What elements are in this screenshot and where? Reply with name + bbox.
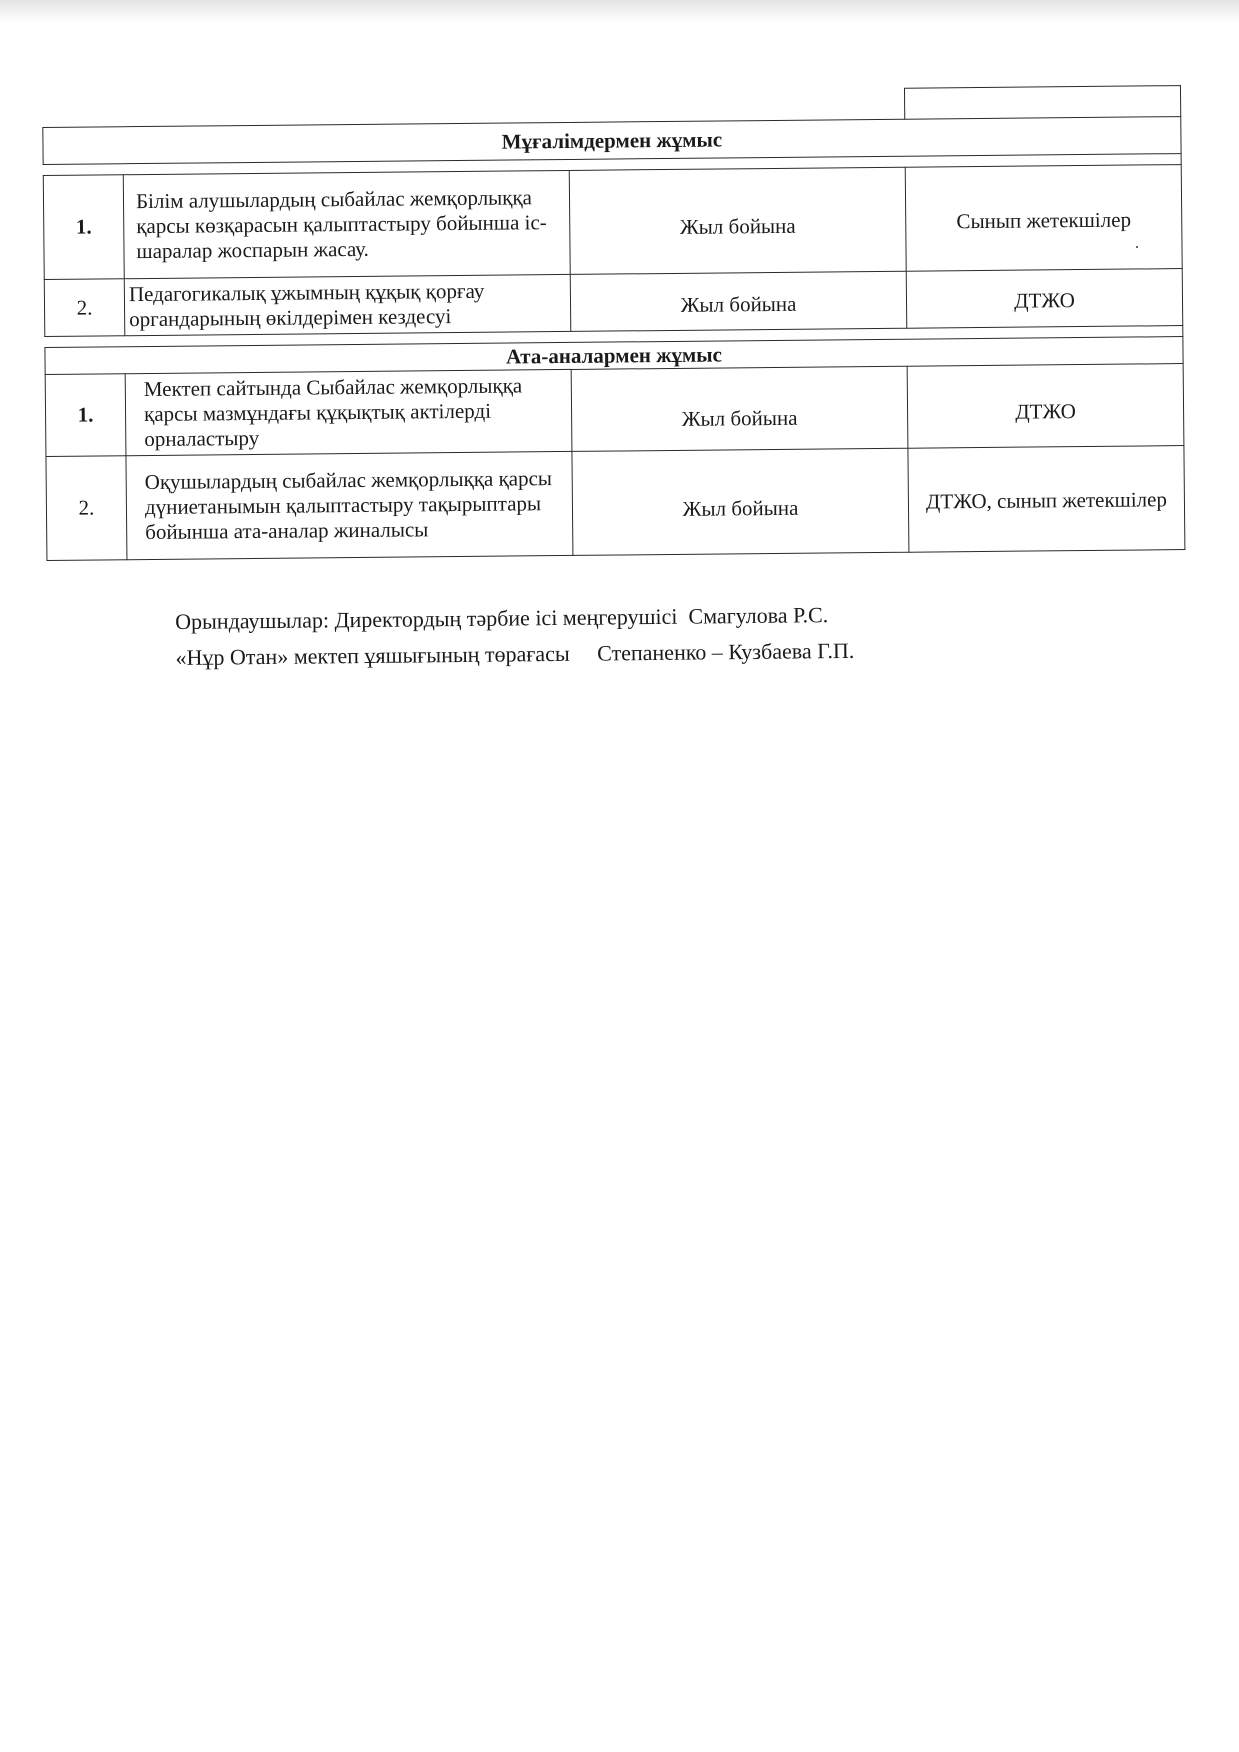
- row-task: Білім алушылардың сыбайлас жемқорлыққа қарсы көзқарасын қалыптастыру бойынша іс-шаралар жоспарын жасау.: [123, 170, 570, 278]
- section-title-parents: Ата-аналармен жұмыс: [45, 337, 1183, 375]
- row-responsible: ДТЖО: [907, 364, 1184, 449]
- row-responsible: ДТЖО, сынып жетекшілер: [908, 446, 1185, 553]
- row-task: Педагогикалық ұжымның құқық қорғау органдарының өкілдерімен кездесуі: [124, 274, 571, 335]
- row-number: 1.: [45, 374, 126, 457]
- row-task: Оқушылардың сыбайлас жемқорлыққа қарсы дүниетанымын қалыптастыру тақырыптары бойынша ата-аналар жиналысы: [126, 451, 573, 559]
- scan-speck: [1136, 246, 1138, 248]
- row-responsible: ДТЖО: [906, 269, 1183, 329]
- scan-top-edge: [0, 0, 1239, 22]
- signature-line-executors: Орындаушылар: Директордың тәрбие ісі меңгерушісі Смагулова Р.С.: [175, 602, 829, 634]
- table-row: [46, 446, 1185, 561]
- row-responsible: Сынып жетекшілер: [905, 165, 1182, 272]
- row-task: Мектеп сайтында Сыбайлас жемқорлыққа қарсы мазмұндағы құқықтық актілерді орналастыру: [125, 369, 572, 455]
- signature-line-chairman: «Нұр Отан» мектеп ұяшығының төрағасы Степаненко – Кузбаева Г.П.: [175, 637, 855, 670]
- row-number: 1.: [43, 175, 124, 280]
- section-title-teachers: Мұғалімдермен жұмыс: [43, 117, 1181, 165]
- signatures-block: [175, 597, 854, 676]
- row-period: Жыл бойына: [571, 366, 908, 451]
- table-row: [45, 364, 1184, 457]
- row-number: 2.: [44, 279, 125, 337]
- plan-table-container: [42, 85, 1196, 561]
- table-row: [43, 165, 1182, 280]
- plan-table: [42, 85, 1185, 561]
- row-period: Жыл бойына: [572, 448, 909, 555]
- row-period: Жыл бойына: [569, 167, 906, 274]
- row-period: Жыл бойына: [570, 271, 907, 331]
- row-number: 2.: [46, 456, 127, 561]
